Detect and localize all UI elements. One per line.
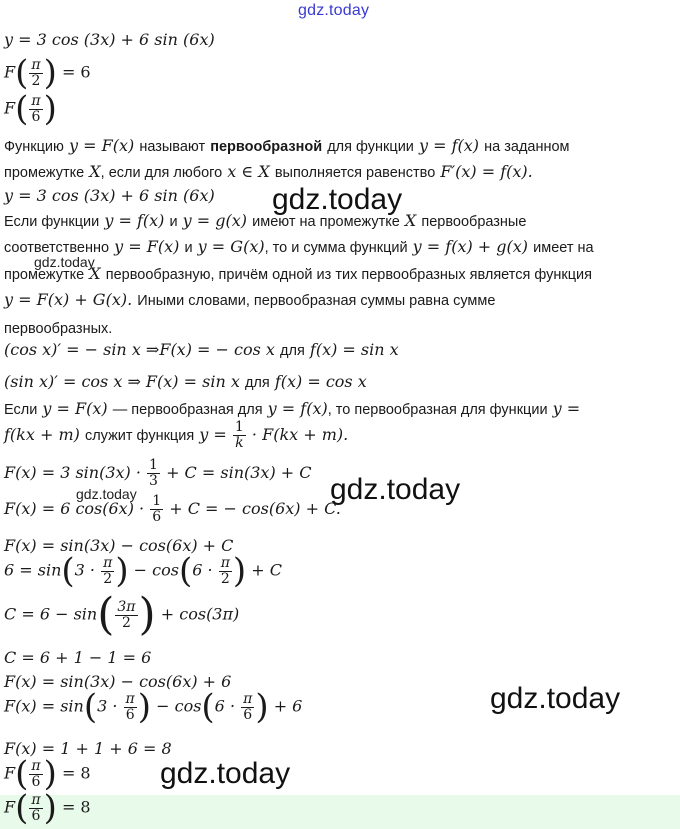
equation: F( $\frac{\pi}{2}$ ) = 6 [4, 53, 91, 93]
text-line: соответственно y = F(x) и y = G(x), то и сумма функций y = f(x) + g(x) имеет на [4, 237, 594, 256]
equation: F( $\frac{\pi}{6}$ ) [4, 89, 57, 129]
equation: F(x) = sin(3x) − cos(6x) + C [4, 536, 234, 555]
text-line: первообразных. [4, 321, 113, 337]
equation: (sin x)′ = cos x ⇒ F(x) = sin x для f(x) = cos x [4, 372, 367, 391]
watermark: gdz.today [160, 757, 291, 790]
text-line: f(kx + m) служит функция y = $\frac{1}{k}$ · F(kx + m). [4, 419, 349, 451]
text-line: Если функции y = f(x) и y = g(x) имеют на промежутке X первообразные [4, 211, 527, 230]
text-line: Если y = F(x) — первообразная для y = f(x), то первообразная для функции y = [4, 399, 581, 418]
watermark: gdz.today [330, 473, 461, 506]
text-line: y = F(x) + G(x). Иными словами, первообразная суммы равна сумме [4, 290, 496, 309]
equation: y = 3 cos (3x) + 6 sin (6x) [4, 186, 215, 205]
equation: F( $\frac{\pi}{6}$ ) = 8 [4, 754, 91, 794]
equation: F(x) = 6 cos(6x) · $\frac{1}{6}$ + C = − cos(6x) + C. [4, 493, 341, 525]
equation: (cos x)′ = − sin x ⇒F(x) = − cos x для f(x) = sin x [4, 340, 399, 359]
text-line: промежутке X первообразную, причём одной из тих первообразных является функция [4, 264, 592, 283]
definition-line: промежутке X, если для любого x ∈ X выполняется равенство F′(x) = f(x). [4, 162, 533, 181]
watermark: gdz.today [34, 254, 95, 270]
equation: F(x) = sin(3 · $\frac{\pi}{6}$ ) − cos(6 · $\frac{\pi}{6}$ ) + 6 [4, 687, 303, 727]
watermark: gdz.today [490, 682, 621, 715]
final-answer: F( $\frac{\pi}{6}$ ) = 8 [4, 788, 91, 828]
equation: C = 6 + 1 − 1 = 6 [4, 648, 152, 667]
watermark: gdz.today [272, 183, 403, 216]
watermark-top: gdz.today [298, 2, 370, 19]
equation: F(x) = 1 + 1 + 6 = 8 [4, 739, 172, 758]
watermark: gdz.today [76, 486, 137, 502]
equation: F(x) = sin(3x) − cos(6x) + 6 [4, 672, 232, 691]
equation: y = 3 cos (3x) + 6 sin (6x) [4, 30, 215, 49]
answer-highlight [0, 795, 680, 829]
equation: 6 = sin(3 · $\frac{\pi}{2}$ ) − cos(6 · $\frac{\pi}{2}$ ) + C [4, 551, 282, 591]
definition-line: Функцию y = F(x) называют первообразной для функции y = f(x) на заданном [4, 136, 570, 155]
equation: C = 6 − sin( $\frac{3\pi}{2}$ ) + cos(3π) [4, 589, 240, 640]
equation: F(x) = 3 sin(3x) · $\frac{1}{3}$ + C = sin(3x) + C [4, 457, 312, 489]
